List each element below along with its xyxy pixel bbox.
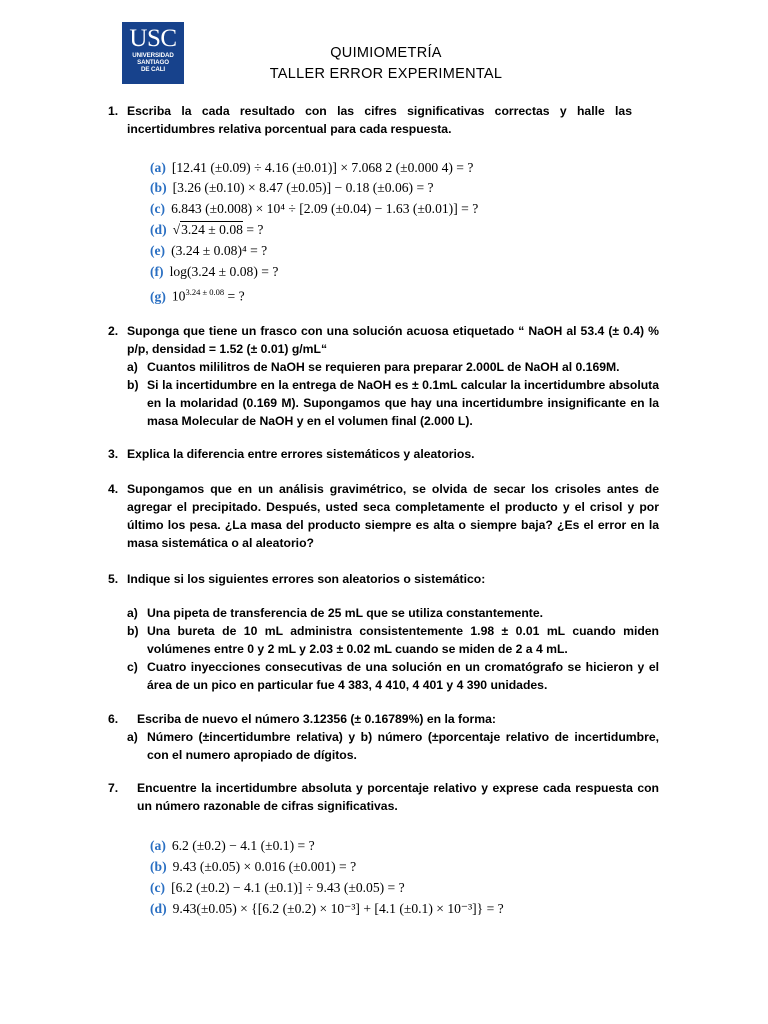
q1-item-d-suffix: = ? xyxy=(242,222,264,237)
q7-item-d-expr: 9.43(±0.05) × {[6.2 (±0.2) × 10⁻³] + [4.1 (±0.1) × 10⁻³]} = ? xyxy=(172,901,504,916)
sqrt-symbol: √ xyxy=(172,222,181,237)
q7-number: 7. xyxy=(108,781,119,795)
q1-item-c-expr: 6.843 (±0.008) × 10⁴ ÷ [2.09 (±0.04) − 1.63 (±0.01)] = ? xyxy=(171,201,479,216)
q7-item-c xyxy=(150,878,405,897)
document-subtitle: TALLER ERROR EXPERIMENTAL xyxy=(269,66,503,82)
q5-a-label: a) xyxy=(127,606,138,620)
q7-item-a-expr: 6.2 (±0.2) − 4.1 (±0.1) = ? xyxy=(171,838,315,853)
q1-item-g-base: 10 xyxy=(171,288,186,304)
q5-c-label: c) xyxy=(127,660,138,674)
q1-item-d-radicand: 3.24 ± 0.08 xyxy=(181,222,243,237)
q1-item-b-label: (b) xyxy=(150,180,167,195)
q7-item-b-label: (b) xyxy=(150,859,167,874)
q1-item-g-label: (g) xyxy=(150,288,166,304)
q7-text: Encuentre la incertidumbre absoluta y porcentaje relativo y exprese cada respuesta con un número razonable de cifras significativas. xyxy=(137,781,659,813)
q3-number: 3. xyxy=(108,447,119,461)
university-logo xyxy=(122,22,184,84)
q2-a-text: Cuantos mililitros de NaOH se requieren para preparar 2.000L de NaOH al 0.169M. xyxy=(147,360,620,374)
q6-number: 6. xyxy=(108,712,119,726)
q6-a-label: a) xyxy=(127,730,138,744)
q1-number: 1. xyxy=(108,104,119,118)
q1-item-d xyxy=(150,220,263,239)
q4-text: Supongamos que en un análisis gravimétrico, se olvida de secar los crisoles antes de agregar el precipitado. Después, usted seca completamente el producto y el crisol y por último los pesa. ¿La masa del producto siempre es alta o siempre baja? ¿Es el error en la masa sistemática o al aleatorio? xyxy=(127,482,659,550)
logo-line-2: SANTIAGO xyxy=(137,59,169,66)
q2-text: Suponga que tiene un frasco con una solución acuosa etiquetado “ NaOH al 53.4 (± 0.4) % p/p, densidad = 1.52 (± 0.01) g/mL“ xyxy=(127,324,659,356)
logo-line-1: UNIVERSIDAD xyxy=(132,52,174,59)
q1-item-f xyxy=(150,262,278,281)
q1-text: Escriba la cada resultado con las cifres significativas correctas y halle las incertidumbres relativa porcentual para cada respuesta. xyxy=(127,104,632,136)
q7-item-b xyxy=(150,857,356,876)
q1-item-b xyxy=(150,178,434,197)
q7-item-d xyxy=(150,899,504,918)
q1-item-a xyxy=(150,158,473,177)
q5-b-text: Una bureta de 10 mL administra consistentemente 1.98 ± 0.01 mL cuando miden volúmenes entre 0 y 2 mL y 2.03 ± 0.02 mL cuando se miden de 2 a 4 mL. xyxy=(147,624,659,656)
q7-item-a xyxy=(150,836,315,855)
q2-number: 2. xyxy=(108,324,119,338)
q1-item-a-expr: [12.41 (±0.09) ÷ 4.16 (±0.01)] × 7.068 2 (±0.000 4) = ? xyxy=(171,160,474,175)
q1-item-c-label: (c) xyxy=(150,201,166,216)
logo-line-3: DE CALI xyxy=(140,66,166,73)
q7-item-c-expr: [6.2 (±0.2) − 4.1 (±0.1)] ÷ 9.43 (±0.05) = ? xyxy=(171,880,405,895)
q1-item-a-label: (a) xyxy=(150,160,166,175)
q5-text: Indique si los siguientes errores son aleatorios o sistemático: xyxy=(127,572,486,586)
q1-item-e-label: (e) xyxy=(150,243,166,258)
q1-item-b-expr: [3.26 (±0.10) × 8.47 (±0.05)] − 0.18 (±0.06) = ? xyxy=(172,180,434,195)
q1-item-g-suffix: = ? xyxy=(224,288,245,304)
q7-item-d-label: (d) xyxy=(150,901,167,916)
q5-a-text: Una pipeta de transferencia de 25 mL que se utiliza constantemente. xyxy=(147,606,543,620)
q5-number: 5. xyxy=(108,572,119,586)
q1-item-c xyxy=(150,199,478,218)
q7-item-a-label: (a) xyxy=(150,838,166,853)
q1-item-e xyxy=(150,241,267,260)
q6-text: Escriba de nuevo el número 3.12356 (± 0.16789%) en la forma: xyxy=(137,712,496,726)
q2-a-label: a) xyxy=(127,360,138,374)
q1-item-f-expr: log(3.24 ± 0.08) = ? xyxy=(169,264,279,279)
q1-item-d-label: (d) xyxy=(150,222,167,237)
q2-b-label: b) xyxy=(127,378,139,392)
q5-b-label: b) xyxy=(127,624,139,638)
q1-item-g-exponent: 3.24 ± 0.08 xyxy=(185,287,225,297)
q5-c-text: Cuatro inyecciones consecutivas de una solución en un cromatógrafo se hicieron y el área de un pico en particular fue 4 383, 4 410, 4 401 y 4 390 unidades. xyxy=(147,660,659,692)
q6-a-text: Número (±incertidumbre relativa) y b) número (±porcentaje relativo de incertidumbre, con el numero apropiado de dígitos. xyxy=(147,730,659,762)
logo-acronym: USC xyxy=(129,25,177,52)
q7-item-c-label: (c) xyxy=(150,880,166,895)
q4-number: 4. xyxy=(108,482,119,496)
q3-text: Explica la diferencia entre errores sistemáticos y aleatorios. xyxy=(127,447,475,461)
q2-b-text: Si la incertidumbre en la entrega de NaOH es ± 0.1mL calcular la incertidumbre absoluta en la molaridad (0.169 M). Supongamos que hay una incertidumbre insignificante en la masa Molecular de NaOH y en el volumen final (2.000 L). xyxy=(147,378,659,428)
document-title: QUIMIOMETRÍA xyxy=(330,45,442,61)
q1-item-f-label: (f) xyxy=(150,264,164,279)
q1-item-g xyxy=(150,283,245,306)
q1-item-e-expr: (3.24 ± 0.08)⁴ = ? xyxy=(171,243,268,258)
q7-item-b-expr: 9.43 (±0.05) × 0.016 (±0.001) = ? xyxy=(172,859,357,874)
